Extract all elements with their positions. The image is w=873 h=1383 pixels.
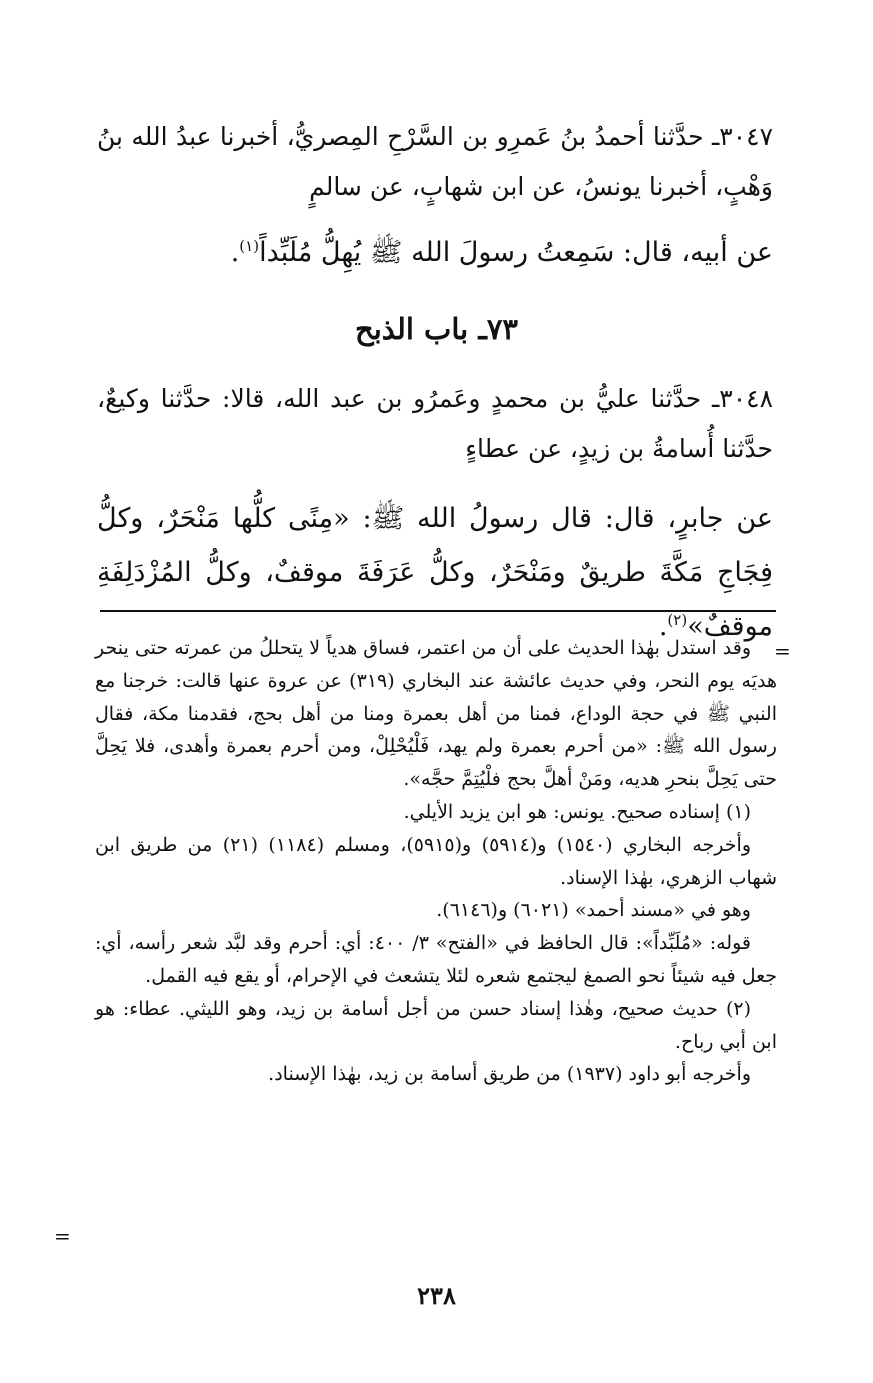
hadith-3048-matn-text: عن جابرٍ، قال: قال رسولُ الله ﷺ: «مِنًى كلُّها مَنْحَرٌ، وكلُّ فِجَاجِ مَكَّةَ طريقٌ ومَنْحَرٌ، وكلُّ عَرَفَةَ موقفٌ، وكلُّ المُزْدَلِفَةِ موقفٌ» — [97, 503, 773, 642]
footnote-ref-2: (٢) — [667, 611, 688, 629]
footnotes — [95, 632, 777, 1091]
hadith-3047-matn-end: . — [230, 237, 240, 268]
note-1-line-c: وهو في «مسند أحمد» (٦٠٢١) و(٦١٤٦). — [436, 899, 751, 922]
note-1-line-b: وأخرجه البخاري (١٥٤٠) و(٥٩١٤) و(٥٩١٥)، ومسلم (١١٨٤) (٢١) من طريق ابن شهاب الزهري، بهٰذا الإسناد. — [95, 833, 777, 889]
footnote-ref-1: (١) — [239, 237, 260, 255]
hadith-3048-isnad: ٣٠٤٨ـ حدَّثنا عليُّ بن محمدٍ وعَمرُو بن عبد الله، قالا: حدَّثنا وكيعٌ، حدَّثنا أُسامةُ بن زيدٍ، عن عطاءٍ — [97, 384, 773, 463]
page-number: ٢٣٨ — [417, 1281, 456, 1310]
hadith-3048-matn — [97, 492, 773, 654]
chapter-title: ٧٣ـ باب الذبح — [355, 312, 518, 346]
note-continued-paragraph: وقد استدل بهٰذا الحديث على أن من اعتمر، فساق هدياً لا يتحللُ من عمرته حتى ينحر هديَه يوم النحر، وفي حديث عائشة عند البخاري (٣١٩) عن عروة عنها قالت: خرجنا مع النبي ﷺ في حجة الوداع، فمنا من أهل بعمرة ومنا من أهل بحج، فقدمنا مكة، فقال رسول الله ﷺ: «من أحرم بعمرة ولم يهد، فَلْيُحْلِلْ، ومن أحرم بعمرة وأهدى، فلا يَحِلَّ حتى يَحِلَّ بنحرِ هديه، ومَنْ أهلَّ بحج فلْيُتِمَّ حجَّه». — [95, 637, 778, 791]
continuation-marker-bottom: = — [54, 1224, 71, 1248]
continuation-marker-top: = — [774, 639, 791, 663]
note-2-line-b: وأخرجه أبو داود (١٩٣٧) من طريق أسامة بن زيد، بهٰذا الإسناد. — [268, 1063, 751, 1086]
hadith-3047-isnad: ٣٠٤٧ـ حدَّثنا أحمدُ بنُ عَمرِو بن السَّرْحِ المِصريُّ، أخبرنا عبدُ الله بنُ وَهْبٍ، أخبرنا يونسُ، عن ابن شهابٍ، عن سالمٍ — [97, 122, 773, 201]
hadith-3047-matn-text: عن أبيه، قال: سَمِعتُ رسولَ الله ﷺ يُهِلُّ مُلَبِّداً — [259, 237, 773, 268]
note-2-line-a: (٢) حديث صحيح، وهٰذا إسناد حسن من أجل أسامة بن زيد، وهو الليثي. عطاء: هو ابن أبي رباح. — [95, 997, 777, 1053]
note-1-line-d: قوله: «مُلَبِّداً»: قال الحافظ في «الفتح» ٣/ ٤٠٠: أي: أحرم وقد لبَّد شعر رأسه، أي: جعل فيه شيئاً نحو الصمغ ليجتمع شعره لئلا يتشعث في الإحرام، أو يقع فيه القمل. — [95, 932, 777, 987]
hadith-3047-matn — [97, 228, 773, 278]
note-1-line-a: (١) إسناده صحيح. يونس: هو ابن يزيد الأيلي. — [403, 800, 751, 823]
hadith-3048-matn-end: . — [658, 611, 668, 642]
footnote-divider — [100, 610, 776, 612]
